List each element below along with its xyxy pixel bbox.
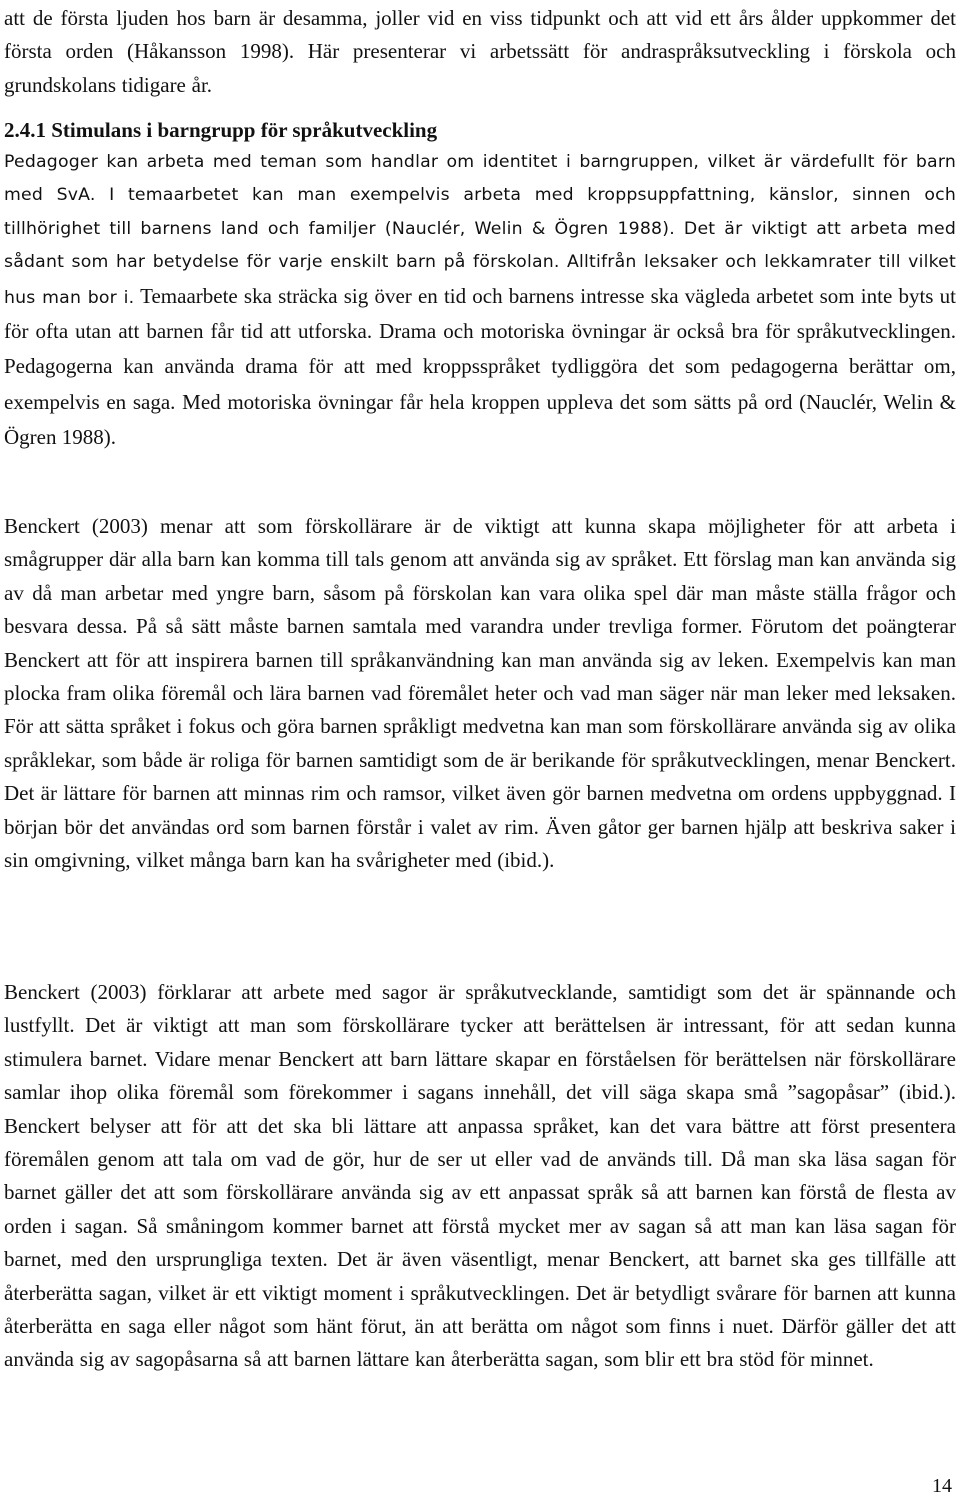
paragraph-benckert-smagrupper: Benckert (2003) menar att som förskollärare är de viktigt att kunna skapa möjligheter för att arbeta i smågrupper där alla barn kan komma till tals genom att använda sig av språket. Ett förslag man kan använda sig av då man arbetar med yngre barn, såsom på förskolan kan vara olika spel där man måste ställa frågor och besvara dessa. På så sätt måste barnen samtala med varandra under trevliga former. Förutom det poängterar Benckert att för att inspirera barnen till språkanvändning kan man använda sig av leken. Exempelvis kan man plocka fram olika föremål och lära barnen vad föremålet heter och vad man säger när man leker med leksaken. För att sätta språket i fokus och göra barnen språkligt medvetna kan man som förskollärare använda sig av olika språklekar, som både är roliga för barnen samtidigt som de är berikande för språkutvecklingen, menar Benckert. Det är lättare för barnen att minnas rim och ramsor, vilket även gör barnen medvetna om ordens uppbyggnad. I början bör det användas ord som barnen förstår i valet av rim. Även gåtor ger barnen hjälp att beskriva saker i sin omgivning, vilket många barn kan ha svårigheter med (ibid.).	[4, 514, 956, 873]
section-paragraph	[4, 146, 956, 457]
intro-paragraph: att de första ljuden hos barn är desamma, joller vid en viss tidpunkt och att vid ett års ålder uppkommer det första orden (Håkansson 1998). Här presenterar vi arbetssätt för andraspråksutveckling i förskola och grundskolans tidigare år.	[4, 6, 956, 97]
paragraph-benckert-sagor: Benckert (2003) förklarar att arbete med sagor är språkutvecklande, samtidigt som det är spännande och lustfyllt. Det är viktigt att man som förskollärare tycker att berättelsen är intressant, för att sedan kunna stimulera barnet. Vidare menar Benckert att barn lättare skapar en förståelsen för berättelsen när förskollärare samlar ihop olika föremål som förekommer i sagans innehåll, det vill säga skapa små ”sagopåsar” (ibid.). Benckert belyser att för att det ska bli lättare att anpassa språket, kan det vara bättre att först presentera föremålen genom att tala om vad de gör, hur de ser ut eller vad de används till. Då man ska läsa sagan för barnet gäller det att som förskollärare använda sig av ett anpassat språk så att barnen kan förstå de flesta av orden i sagan. Så småningom kommer barnet att förstå mycket mer av sagan så att man kan läsa sagan för barnet, med den ursprungliga texten. Det är även väsentligt, menar Benckert, att barnet ska ges tillfälle att återberätta sagan, vilket är ett viktigt moment i språkutvecklingen. Det är betydligt svårare för barnen att kunna återberätta en saga eller något som hänt förut, än att berätta om något som finns i nuet. Därför gäller det att använda sig av sagopåsarna så att barnen lättare kan återberätta sagan, som blir ett bra stöd för minnet.	[4, 980, 956, 1372]
section-paragraph-part-1: Pedagoger kan arbeta med teman som handlar om identitet i barngruppen, vilket är värdefullt för barn med SvA. I temaarbetet kan man exempelvis arbeta med kroppsuppfattning, känslor, sinnen och tillhörighet till barnens land och familjer (Nauclér, Welin & Ögren 1988). Det är viktigt att arbeta med sådant som har betydelse för varje enskilt barn på förskolan. Alltifrån leksaker och lekkamrater till vilket hus man bor i.	[4, 152, 956, 308]
page-number: 14	[932, 1475, 952, 1497]
section-paragraph-part-2: Temaarbete ska sträcka sig över en tid och barnens intresse ska vägleda arbetet som inte byts ut för ofta utan att barnen får tid att utforska. Drama och motoriska övningar är också bra för språkutvecklingen. Pedagogerna kan använda drama för att med kroppsspråket tydliggöra det som pedagogerna berättar om, exempelvis en saga. Med motoriska övningar får hela kroppen uppleva det som sätts på ord (Nauclér, Welin & Ögren 1988).	[4, 283, 956, 450]
section-heading: 2.4.1 Stimulans i barngrupp för språkutveckling	[4, 118, 438, 142]
